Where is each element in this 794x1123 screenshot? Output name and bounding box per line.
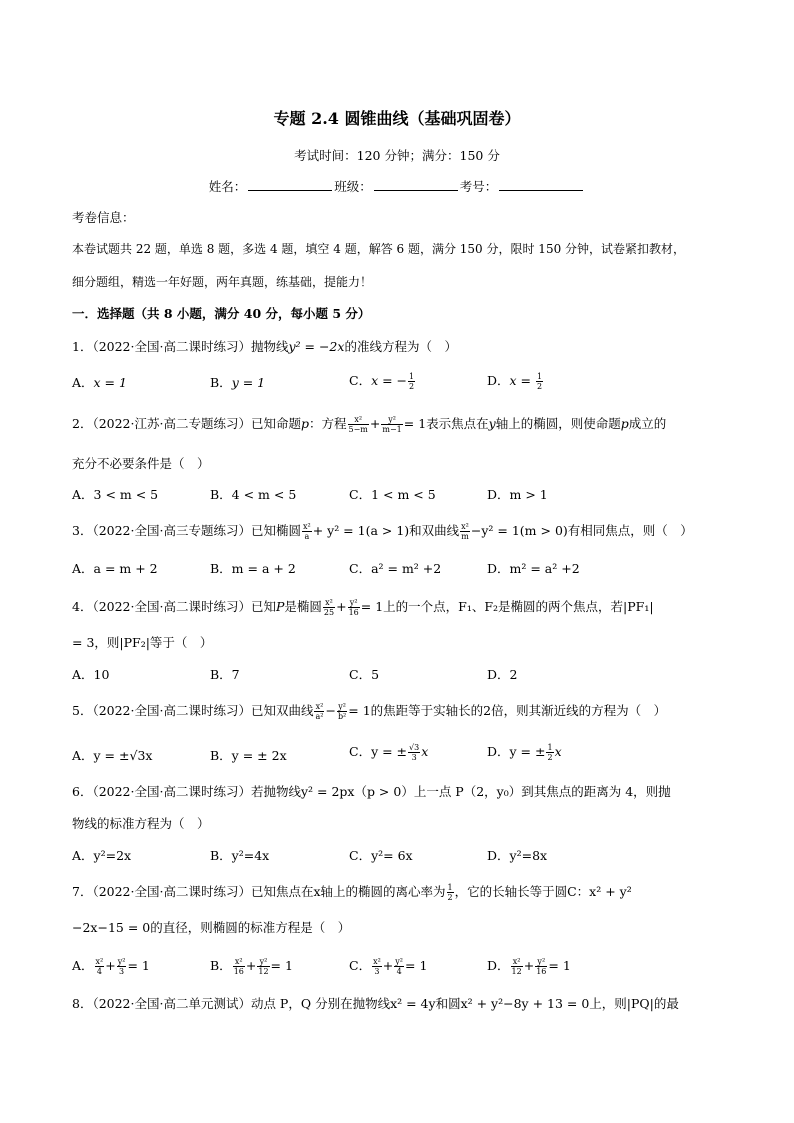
q1-option-a[interactable]: A．x = 1 xyxy=(72,375,127,390)
question-6: 6．（2022·全国·高二课时练习）若抛物线y² = 2px（p > 0）上一点 P（2，y₀）到其焦点的距离为 4，则抛 xyxy=(72,784,671,799)
q5-option-d[interactable]: D．y = ± $\frac{1}{2}$ x xyxy=(487,743,562,762)
question-2: 2．（2022·江苏·高二专题练习）已知命题p：方程 $\frac{\text{x²}}{5-m}$ + $\frac{\text{y²}}{m-1}$ = 1表示焦点在y轴上的椭圆，则使命题p成立的 xyxy=(72,415,667,434)
question-7: 7．（2022·全国·高二课时练习）已知焦点在x轴上的椭圆的离心率为 $\frac{1}{2}$ ，它的长轴长等于圆C：x² + y² xyxy=(72,883,632,902)
question-6-line-2: 物线的标准方程为（ ） xyxy=(72,816,210,831)
q2-option-b[interactable]: B．4 < m < 5 xyxy=(210,487,297,502)
q2-option-a[interactable]: A．3 < m < 5 xyxy=(72,487,159,502)
name-blank[interactable] xyxy=(248,178,332,191)
q3-option-c[interactable]: C．a² = m² +2 xyxy=(349,561,442,576)
question-2-line-2: 充分不必要条件是（ ） xyxy=(72,456,210,471)
q5-option-a[interactable]: A．y = ±√3x xyxy=(72,748,153,763)
question-1: 1．（2022·全国·高二课时练习）抛物线y² = −2x的准线方程为（ ） xyxy=(72,339,457,354)
question-5: 5．（2022·全国·高二课时练习）已知双曲线 $\frac{\text{x²}}{\text{a²}}$ − $\frac{\text{y²}}{\text{b²}}$ = 1的焦距等于实轴长的2倍，则其渐近线的方程为（ ） xyxy=(72,702,667,721)
q1-option-d[interactable]: D．x = $\frac{1}{2}$ xyxy=(487,372,543,391)
q7-option-d[interactable]: D． $\frac{\text{x²}}{12}$ + $\frac{\text{y²}}{16}$ = 1 xyxy=(487,957,571,976)
q6-option-c[interactable]: C．y²= 6x xyxy=(349,848,413,863)
q7-option-c[interactable]: C． $\frac{\text{x²}}{3}$ + $\frac{\text{y²}}{4}$ = 1 xyxy=(349,957,428,976)
page-title: 专题 2.4 圆锥曲线（基础巩固卷） xyxy=(273,109,521,128)
exam-time: 考试时间：120 分钟；满分：150 分 xyxy=(294,148,500,163)
q1-option-c[interactable]: C．x = − $\frac{1}{2}$ xyxy=(349,372,415,391)
info-heading: 考卷信息： xyxy=(72,210,135,225)
q6-option-a[interactable]: A．y²=2x xyxy=(72,848,132,863)
question-3: 3．（2022·全国·高三专题练习）已知椭圆 $\frac{\text{x²}}{a}$ + y² = 1(a > 1)和双曲线 $\frac{\text{x²}}{m}$ −y² = 1(m > 0)有相同焦点，则（ ） xyxy=(72,522,693,541)
q7-option-a[interactable]: A． $\frac{\text{x²}}{4}$ + $\frac{\text{y²}}{3}$ = 1 xyxy=(72,957,150,976)
info-line-2: 细分题组，精选一年好题，两年真题，练基础，提能力！ xyxy=(72,275,373,289)
info-line-1: 本卷试题共 22 题，单选 8 题，多选 4 题，填空 4 题，解答 6 题，满分 150 分，限时 150 分钟，试卷紧扣教材， xyxy=(72,242,686,256)
q1-option-b[interactable]: B．y = 1 xyxy=(210,375,266,390)
q2-option-c[interactable]: C．1 < m < 5 xyxy=(349,487,436,502)
q6-option-b[interactable]: B．y²=4x xyxy=(210,848,270,863)
section-heading: 一．选择题（共 8 小题，满分 40 分，每小题 5 分） xyxy=(72,306,371,321)
number-blank[interactable] xyxy=(499,178,583,191)
class-label: 班级： xyxy=(334,179,372,194)
student-info-row xyxy=(0,177,794,195)
q5-option-b[interactable]: B．y = ± 2x xyxy=(210,748,287,763)
q3-option-d[interactable]: D．m² = a² +2 xyxy=(487,561,580,576)
q4-option-b[interactable]: B．7 xyxy=(210,667,240,682)
question-8: 8．（2022·全国·高二单元测试）动点 P，Q 分别在抛物线x² = 4y和圆x² + y²−8y + 13 = 0上，则|PQ|的最 xyxy=(72,996,679,1011)
q6-option-d[interactable]: D．y²=8x xyxy=(487,848,548,863)
q3-option-b[interactable]: B．m = a + 2 xyxy=(210,561,296,576)
q2-option-d[interactable]: D．m > 1 xyxy=(487,487,548,502)
q3-option-a[interactable]: A．a = m + 2 xyxy=(72,561,158,576)
name-label: 姓名： xyxy=(208,179,247,194)
q4-option-d[interactable]: D．2 xyxy=(487,667,518,682)
question-7-line-2: −2x−15 = 0的直径，则椭圆的标准方程是（ ） xyxy=(72,920,351,935)
q4-option-a[interactable]: A．10 xyxy=(72,667,110,682)
q7-option-b[interactable]: B． $\frac{\text{x²}}{16}$ + $\frac{\text{y²}}{12}$ = 1 xyxy=(210,957,293,976)
q5-option-c[interactable]: C．y = ± $\frac{√3}{3}$ x xyxy=(349,743,429,762)
question-4-line-2: = 3，则|PF₂|等于（ ） xyxy=(72,635,213,650)
question-4: 4．（2022·全国·高二课时练习）已知P是椭圆 $\frac{\text{x²}}{25}$ + $\frac{\text{y²}}{16}$ = 1上的一个点，F₁、F₂是椭圆的两个焦点，若|PF₁| xyxy=(72,598,654,617)
q4-option-c[interactable]: C．5 xyxy=(349,667,380,682)
number-label: 考号： xyxy=(459,179,498,194)
class-blank[interactable] xyxy=(374,178,458,191)
